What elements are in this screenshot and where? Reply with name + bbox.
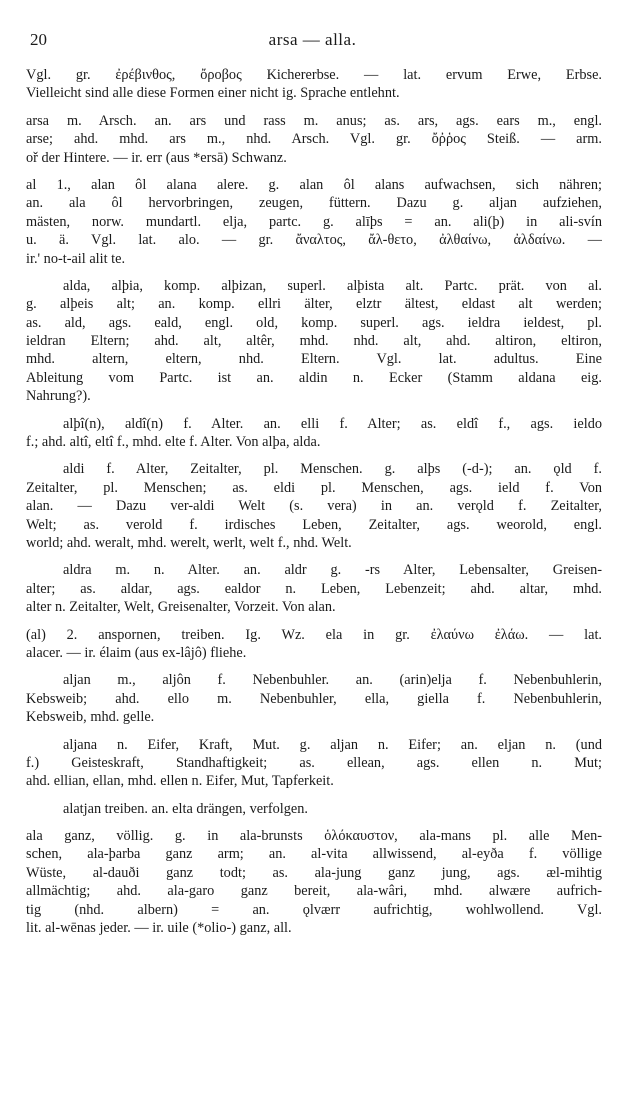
text-line: mhd. altern, eltern, nhd. Eltern. Vgl. lat. adultus. Eine bbox=[26, 351, 602, 368]
page-header bbox=[30, 30, 595, 54]
dictionary-entry bbox=[26, 176, 602, 268]
text-line: Wüste, al-dauði ganz todt; as. ala-jung ganz jung, ags. æl-mihtig bbox=[26, 864, 602, 881]
text-line: f.; ahd. altî, eltî f., mhd. elte f. Alter. Von alþa, alda. bbox=[26, 434, 321, 451]
text-line: tig (nhd. albern) = an. ǫlværr aufrichtig, wohlwollend. Vgl. bbox=[26, 901, 602, 918]
text-line: mästen, norw. mundartl. elja, partc. g. alīþs = an. ali(þ) in ali-svín bbox=[26, 213, 602, 230]
text-line: Kebsweib; ahd. ello m. Nebenbuhler, ella, giella f. Nebenbuhlerin, bbox=[26, 690, 602, 707]
text-line: u. ä. Vgl. lat. alo. — gr. ἄναλτος, ἄλ-θετο, ἀλθαίνω, ἀλδαίνω. — bbox=[26, 232, 602, 249]
text-line: ahd. ellian, ellan, mhd. ellen n. Eifer, Mut, Tapferkeit. bbox=[26, 773, 334, 790]
dictionary-entry bbox=[26, 112, 602, 167]
text-line: f.) Geisteskraft, Standhaftigkeit; as. ellean, ags. ellen n. Mut; bbox=[26, 754, 602, 771]
dictionary-entry bbox=[26, 66, 602, 103]
text-line: aldi f. Alter, Zeitalter, pl. Menschen. g. alþs (-d-); an. ǫld f. bbox=[63, 461, 602, 478]
text-line: alan. — Dazu ver-aldi Welt (s. vera) in an. verǫld f. Zeitalter, bbox=[26, 498, 602, 515]
text-line: aldra m. n. Alter. an. aldr g. -rs Alter, Lebensalter, Greisen- bbox=[63, 562, 602, 579]
text-line: an. ala ôl hervorbringen, zeugen, füttern. Dazu g. aljan aufziehen, bbox=[26, 195, 602, 212]
text-line: Vgl. gr. ἐρέβινθος, ὄροβος Kichererbse. — lat. ervum Erwe, Erbse. bbox=[26, 67, 602, 83]
text-line: schen, ala-þarba ganz arm; an. al-vita allwissend, al-eyða f. völlige bbox=[26, 846, 602, 863]
text-line: Zeitalter, pl. Menschen; as. eldi pl. Menschen, ags. ield f. Von bbox=[26, 479, 602, 496]
text-line: aljan m., aljôn f. Nebenbuhler. an. (arin)elja f. Nebenbuhlerin, bbox=[63, 672, 602, 689]
dictionary-entry bbox=[26, 277, 602, 406]
dictionary-entry bbox=[26, 561, 602, 616]
page-number: 20 bbox=[30, 30, 47, 49]
text-line: oř der Hintere. — ir. err (aus *ersā) Schwanz. bbox=[26, 149, 287, 166]
dictionary-entry bbox=[26, 626, 602, 663]
text-line: al 1., alan ôl alana alere. g. alan ôl alans aufwachsen, sich nähren; bbox=[26, 176, 602, 193]
text-line: alþî(n), aldî(n) f. Alter. an. elli f. Alter; as. eldî f., ags. ieldo bbox=[63, 415, 602, 432]
text-line: alacer. — ir. élaim (aus ex-lâjô) fliehe. bbox=[26, 644, 247, 661]
text-line: ir.' no-t-ail alit te. bbox=[26, 250, 126, 267]
text-line: alter n. Zeitalter, Welt, Greisenalter, Vorzeit. Von alan. bbox=[26, 599, 336, 616]
text-line: world; ahd. weralt, mhd. werelt, werlt, welt f., nhd. Welt. bbox=[26, 534, 352, 551]
text-line: ieldran Eltern; ahd. alt, altêr, mhd. nhd. alt, ahd. altiron, eltiron, bbox=[26, 333, 602, 350]
text-line: lit. al-wēnas jeder. — ir. uile (*olio-) ganz, all. bbox=[26, 920, 292, 937]
running-head: arsa — alla. bbox=[268, 30, 357, 49]
text-line: Nahrung?). bbox=[26, 388, 91, 405]
dictionary-entry bbox=[26, 827, 602, 937]
dictionary-entry bbox=[26, 415, 602, 452]
dictionary-entry bbox=[26, 460, 602, 552]
text-line: arse; ahd. mhd. ars m., nhd. Arsch. Vgl. gr. ὄῤῥος Steiß. — arm. bbox=[26, 131, 602, 148]
text-line: Ableitung vom Partc. ist an. aldin n. Ecker (Stamm aldana eig. bbox=[26, 369, 602, 386]
text-line: Vielleicht sind alle diese Formen einer nicht ig. Sprache entlehnt. bbox=[26, 85, 400, 102]
text-line: ala ganz, völlig. g. in ala-brunsts ὁλόκαυστον, ala-mans pl. alle Men- bbox=[26, 828, 602, 845]
text-line: g. alþeis alt; an. komp. ellri älter, elztr ältest, eldast alt werden; bbox=[26, 296, 602, 313]
text-line: (al) 2. anspornen, treiben. Ig. Wz. ela in gr. ἐλαύνω ἐλάω. — lat. bbox=[26, 626, 602, 643]
dictionary-entry bbox=[26, 800, 602, 818]
text-line: aljana n. Eifer, Kraft, Mut. g. aljan n. Eifer; an. eljan n. (und bbox=[63, 736, 602, 753]
text-line: allmächtig; ahd. ala-garo ganz bereit, ala-wâri, mhd. alwære aufrich- bbox=[26, 883, 602, 900]
dictionary-text bbox=[26, 66, 602, 937]
text-line: Kebsweib, mhd. gelle. bbox=[26, 709, 155, 726]
text-line: as. ald, ags. eald, engl. old, komp. superl. ags. ieldra ieldest, pl. bbox=[26, 314, 602, 331]
text-line: arsa m. Arsch. an. ars und rass m. anus; as. ars, ags. ears m., engl. bbox=[26, 112, 602, 129]
dictionary-entry bbox=[26, 736, 602, 791]
dictionary-entry bbox=[26, 671, 602, 726]
text-line: alter; as. aldar, ags. ealdor n. Leben, Lebenzeit; ahd. altar, mhd. bbox=[26, 580, 602, 597]
text-line: alda, alþia, komp. alþizan, superl. alþista alt. Partc. prät. von al. bbox=[63, 277, 602, 294]
text-line: alatjan treiben. an. elta drängen, verfolgen. bbox=[63, 800, 308, 817]
text-line: Welt; as. verold f. irdisches Leben, Zeitalter, ags. weorold, engl. bbox=[26, 516, 602, 533]
